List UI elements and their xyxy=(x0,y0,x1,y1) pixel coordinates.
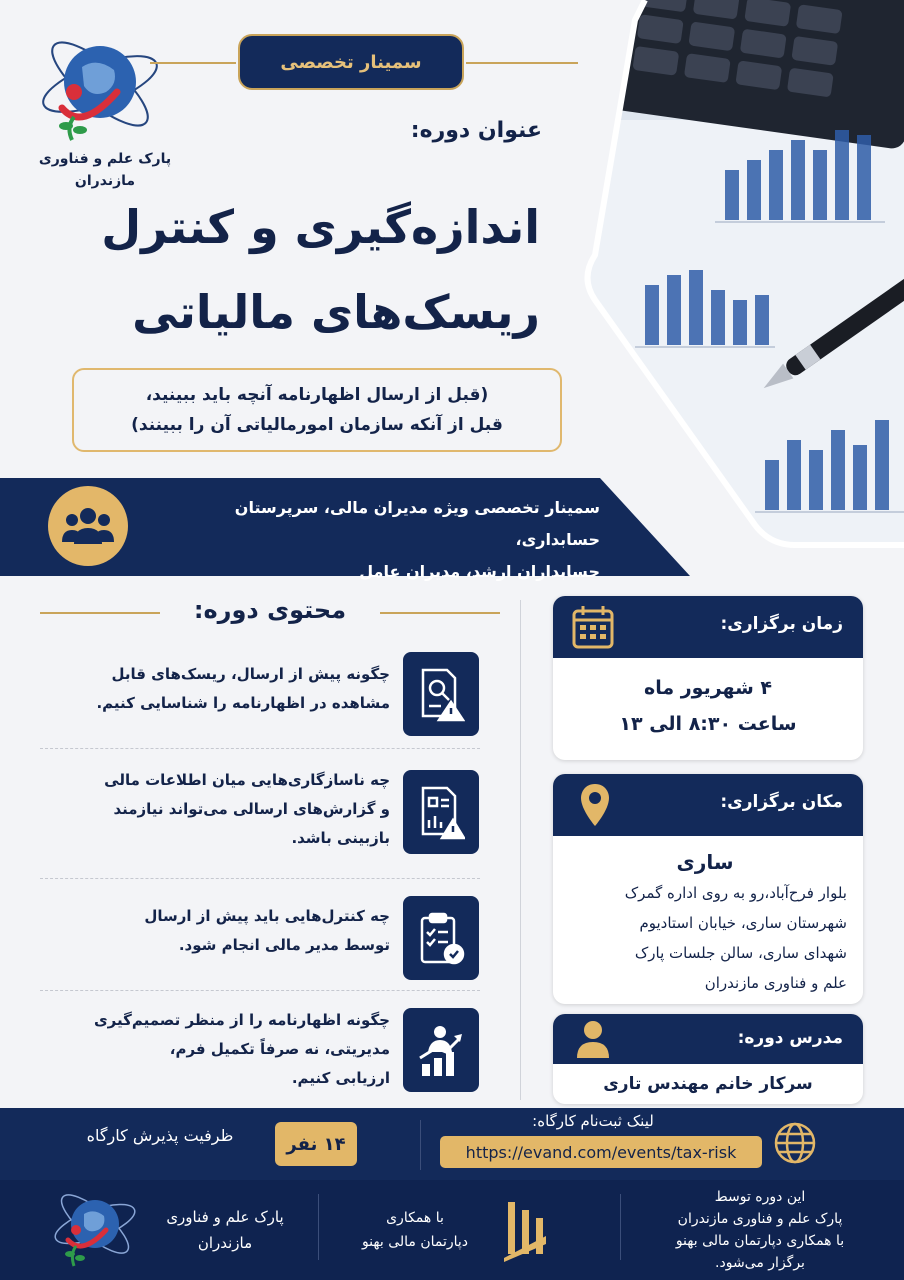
location-body xyxy=(553,836,863,998)
content-item-4-line1: چگونه اظهارنامه را از منظر تصمیم‌گیری xyxy=(93,1011,390,1029)
course-title-line1: اندازه‌گیری و کنترل xyxy=(101,200,540,254)
instructor-title: مدرس دوره: xyxy=(737,1028,843,1048)
instructor-name: سرکار خانم مهندس تاری xyxy=(603,1074,813,1094)
schedule-time: ساعت ۸:۳۰ الی ۱۳ xyxy=(619,713,797,735)
footer-park-line2: مازندران xyxy=(197,1234,253,1252)
content-heading: محتوی دوره: xyxy=(193,596,347,624)
content-item-1 xyxy=(40,660,390,718)
footer-note-line3: با همکاری دپارتمان مالی بهنو xyxy=(675,1233,845,1249)
content-item-1-line1: چگونه پیش از ارسال، ریسک‌های قابل xyxy=(111,665,390,683)
checklist-icon xyxy=(403,896,479,980)
footer-park-logo xyxy=(40,1184,140,1274)
location-pin-icon xyxy=(579,782,611,832)
location-address-line4: علم و فناوری مازندران xyxy=(704,974,847,992)
behno-logo xyxy=(500,1196,550,1262)
content-item-3-line1: چه کنترل‌هایی باید پیش از ارسال xyxy=(144,907,390,925)
subtitle-box xyxy=(72,368,562,452)
audience-line2: حسابداران ارشد، مدیران عامل xyxy=(359,562,600,581)
location-title: مکان برگزاری: xyxy=(720,792,843,812)
location-address xyxy=(563,878,847,998)
footer-note xyxy=(640,1186,880,1274)
audience-text xyxy=(160,492,600,588)
registration-link[interactable]: https://evand.com/events/tax-risk xyxy=(440,1136,762,1168)
capacity-label: ظرفیت پذیرش کارگاه xyxy=(86,1126,234,1145)
footer-note-line4: برگزار می‌شود. xyxy=(715,1255,805,1271)
footer-separator xyxy=(318,1194,319,1260)
schedule-card-header xyxy=(553,596,863,658)
gold-line-left xyxy=(150,62,236,64)
instructor-card xyxy=(553,1014,863,1104)
course-label: عنوان دوره: xyxy=(410,118,542,143)
location-city: ساری xyxy=(676,850,734,874)
schedule-title: زمان برگزاری: xyxy=(720,614,843,634)
course-title-line2: ریسک‌های مالیاتی xyxy=(132,285,540,339)
search-document-warning-icon xyxy=(403,652,479,736)
content-item-2-line3: بازبینی باشد. xyxy=(291,829,390,847)
footer-park-line1: پارک علم و فناوری xyxy=(166,1208,284,1226)
content-item-1-line2: مشاهده در اظهارنامه را شناسایی کنیم. xyxy=(96,694,390,712)
content-gold-line-right xyxy=(380,612,500,614)
globe-icon xyxy=(772,1120,818,1166)
location-card xyxy=(553,774,863,1004)
user-icon xyxy=(575,1020,611,1062)
park-logo-line1: پارک علم و فناوری xyxy=(38,151,172,167)
content-item-4-line3: ارزیابی کنیم. xyxy=(291,1069,390,1087)
subtitle-line1: (قبل از ارسال اظهارنامه آنچه باید ببینید، xyxy=(145,385,489,405)
location-card-header xyxy=(553,774,863,836)
content-item-4 xyxy=(40,1006,390,1093)
capacity-value: ۱۴ نفر xyxy=(275,1122,357,1166)
content-divider xyxy=(40,990,480,991)
content-item-4-line2: مدیریتی، نه صرفاً تکمیل فرم، xyxy=(169,1040,390,1058)
park-logo-text xyxy=(30,148,180,192)
footer-park-text xyxy=(150,1204,300,1256)
schedule-card xyxy=(553,596,863,760)
content-item-2-line2: و گزارش‌های ارسالی می‌تواند نیازمند xyxy=(113,800,390,818)
content-gold-line-left xyxy=(40,612,160,614)
content-divider xyxy=(40,748,480,749)
audience-line1: سمینار تخصصی ویژه مدیران مالی، سرپرستان حسابداری، xyxy=(234,498,600,549)
content-divider xyxy=(40,878,480,879)
footer-note-line2: پارک علم و فناوری مازندران xyxy=(677,1211,843,1227)
instructor-card-header xyxy=(553,1014,863,1064)
header-photo xyxy=(575,0,904,560)
content-item-2 xyxy=(40,766,390,853)
seminar-type-pill: سمینار تخصصی xyxy=(238,34,464,90)
people-icon xyxy=(48,486,128,566)
schedule-body xyxy=(553,658,863,742)
partner-line1: با همکاری xyxy=(386,1210,444,1226)
content-item-2-line1: چه ناسازگاری‌هایی میان اطلاعات مالی xyxy=(104,771,390,789)
calendar-icon xyxy=(571,604,615,654)
growth-chart-icon xyxy=(403,1008,479,1092)
content-item-3 xyxy=(40,902,390,960)
schedule-date: ۴ شهریور ماه xyxy=(644,677,772,699)
footer-note-line1: این دوره توسط xyxy=(714,1189,806,1205)
footer-separator xyxy=(620,1194,621,1260)
registration-link-label: لینک ثبت‌نام کارگاه: xyxy=(532,1112,654,1130)
report-warning-icon xyxy=(403,770,479,854)
column-separator xyxy=(520,600,521,1100)
location-address-line2: شهرستان ساری، خیابان استادیوم xyxy=(639,914,847,932)
park-logo-line2: مازندران xyxy=(74,173,136,189)
location-address-line3: شهدای ساری، سالن جلسات پارک xyxy=(634,944,847,962)
gold-line-right xyxy=(466,62,578,64)
location-address-line1: بلوار فرح‌آباد،رو به روی اداره گمرک xyxy=(624,884,847,902)
content-item-3-line2: توسط مدیر مالی انجام شود. xyxy=(178,936,390,954)
registration-separator xyxy=(420,1120,421,1170)
partner-text xyxy=(340,1206,490,1254)
subtitle-line2: قبل از آنکه سازمان امورمالیاتی آن را ببینند) xyxy=(131,415,503,435)
partner-line2: دپارتمان مالی بهنو xyxy=(361,1234,469,1250)
